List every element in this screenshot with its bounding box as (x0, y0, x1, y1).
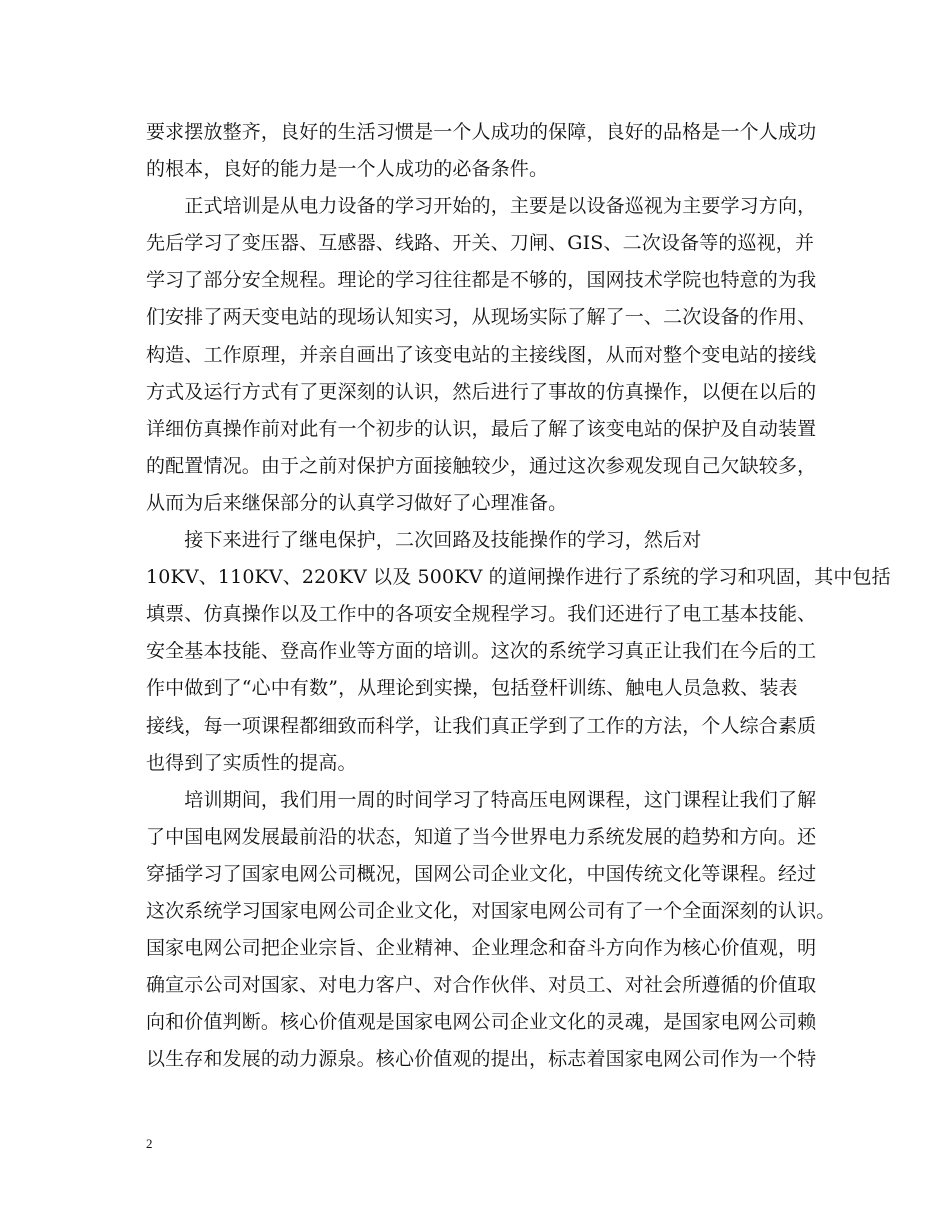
text-line: 的配置情况。由于之前对保护方面接触较少，通过这次参观发现自己欠缺较多， (146, 454, 817, 477)
text-line: 从而为后来继保部分的认真学习做好了心理准备。 (146, 491, 568, 514)
text-line: 构造、工作原理，并亲自画出了该变电站的主接线图，从而对整个变电站的接线 (146, 343, 817, 366)
text-line: 10KV、110KV、220KV 以及 500KV 的道闸操作进行了系统的学习和巩固，其中包括 (146, 566, 891, 589)
text-line: 国家电网公司把企业宗旨、企业精神、企业理念和奋斗方向作为核心价值观，明 (146, 937, 817, 960)
text-line: 正式培训是从电力设备的学习开始的，主要是以设备巡视为主要学习方向， (146, 195, 817, 218)
text-line: 详细仿真操作前对此有一个初步的认识，最后了解了该变电站的保护及自动装置 (146, 417, 817, 440)
text-line: 以生存和发展的动力源泉。核心价值观的提出，标志着国家电网公司作为一个特 (146, 1048, 817, 1071)
body-text (146, 114, 891, 1078)
text-line: 穿插学习了国家电网公司概况，国网公司企业文化，中国传统文化等课程。经过 (146, 862, 817, 885)
page-number: 2 (146, 1136, 153, 1151)
text-line: 学习了部分安全规程。理论的学习往往都是不够的，国网技术学院也特意的为我 (146, 269, 817, 292)
text-line: 先后学习了变压器、互感器、线路、开关、刀闸、GIS、二次设备等的巡视，并 (146, 232, 815, 255)
text-line: 要求摆放整齐，良好的生活习惯是一个人成功的保障，良好的品格是一个人成功 (146, 121, 817, 143)
text-line: 们安排了两天变电站的现场认知实习，从现场实际了解了一、二次设备的作用、 (146, 306, 817, 329)
text-line: 的根本，良好的能力是一个人成功的必备条件。 (146, 158, 549, 181)
text-line: 向和价值判断。核心价值观是国家电网公司企业文化的灵魂，是国家电网公司赖 (146, 1011, 817, 1034)
text-line: 安全基本技能、登高作业等方面的培训。这次的系统学习真正让我们在今后的工 (146, 640, 817, 663)
text-line: 接线，每一项课程都细致而科学，让我们真正学到了工作的方法，个人综合素质 (146, 714, 817, 737)
text-line: 填票、仿真操作以及工作中的各项安全规程学习。我们还进行了电工基本技能、 (146, 603, 817, 626)
text-line: 确宣示公司对国家、对电力客户、对合作伙伴、对员工、对社会所遵循的价值取 (146, 974, 817, 997)
text-line: 作中做到了“心中有数”，从理论到实操，包括登杆训练、触电人员急救、装表 (146, 677, 798, 700)
text-line: 培训期间，我们用一周的时间学习了特高压电网课程，这门课程让我们了解 (146, 788, 817, 811)
text-line: 了中国电网发展最前沿的状态，知道了当今世界电力系统发展的趋势和方向。还 (146, 825, 817, 848)
text-line: 接下来进行了继电保护，二次回路及技能操作的学习，然后对 (146, 529, 702, 552)
text-line: 方式及运行方式有了更深刻的认识，然后进行了事故的仿真操作，以便在以后的 (146, 380, 817, 403)
text-line: 也得到了实质性的提高。 (146, 751, 357, 774)
text-line: 这次系统学习国家电网公司企业文化，对国家电网公司有了一个全面深刻的认识。 (146, 899, 836, 922)
